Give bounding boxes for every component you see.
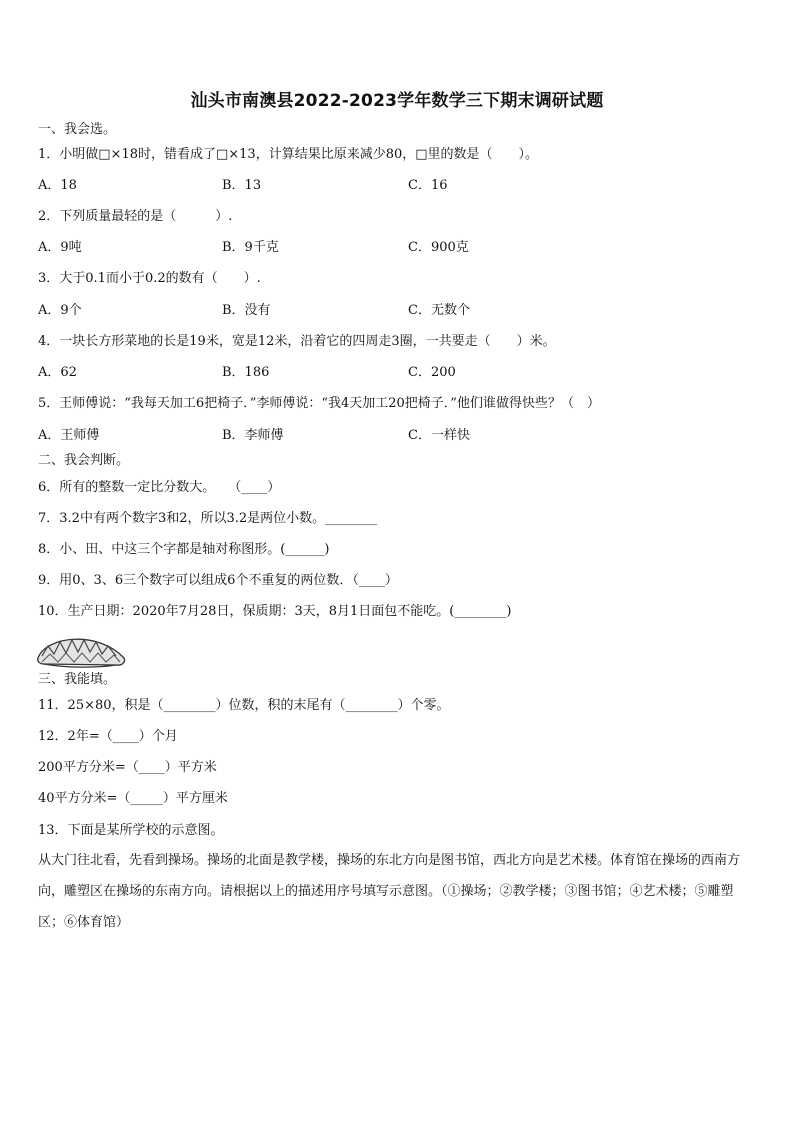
section-heading-fill: 三、我能填。: [38, 672, 117, 687]
question-1: 1．小明做□×18时，错看成了□×13，计算结果比原来减少80，□里的数是（ ）。: [38, 147, 539, 162]
question-11: 11．25×80，积是（________）位数，积的末尾有（________）个零。: [38, 698, 450, 713]
question-13: 13．下面是某所学校的示意图。: [38, 823, 224, 838]
section-heading-choose: 一、我会选。: [38, 122, 117, 137]
question-9: 9．用0、3、6三个数字可以组成6个不重复的两位数．（____）: [38, 573, 398, 588]
question-10: 10．生产日期：2020年7月28日，保质期：3天，8月1日面包不能吃。(________): [38, 604, 512, 619]
question-5: 5．王师傅说：“我每天加工6把椅子．”李师傅说：“我4天加工20把椅子．”他们谁做得快些？（ ）: [38, 396, 600, 411]
q3-option-b: B．没有: [222, 303, 271, 318]
question-8: 8．小、田、中这三个字都是轴对称图形。(______): [38, 542, 330, 557]
q4-option-a: A．62: [38, 365, 77, 380]
q5-option-c: C．一样快: [408, 428, 470, 443]
q1-option-b: B．13: [222, 178, 262, 193]
q2-option-a: A．9吨: [38, 240, 82, 255]
page-title: 汕头市南澳县2022-2023学年数学三下期末调研试题: [190, 91, 604, 111]
question-4: 4．一块长方形菜地的长是19米，宽是12米，沿着它的四周走3圈，一共要走（ ）米。: [38, 334, 556, 349]
question-12-part-2: 200平方分米=（____）平方米: [38, 760, 217, 775]
question-6: 6．所有的整数一定比分数大。 （____）: [38, 480, 281, 495]
question-2: 2．下列质量最轻的是（ ）.: [38, 209, 233, 224]
question-12-part-3: 40平方分米=（_____）平方厘米: [38, 791, 228, 806]
q4-option-b: B．186: [222, 365, 270, 380]
q4-option-c: C．200: [408, 365, 456, 380]
question-7: 7．3.2中有两个数字3和2，所以3.2是两位小数。________: [38, 511, 378, 526]
bread-image: [36, 632, 128, 670]
q3-option-c: C．无数个: [408, 303, 470, 318]
q1-option-c: C．16: [408, 178, 448, 193]
q5-option-b: B．李师傅: [222, 428, 284, 443]
question-3: 3．大于0.1而小于0.2的数有（ ）.: [38, 271, 261, 286]
q1-option-a: A．18: [38, 178, 77, 193]
q5-option-a: A．王师傅: [38, 428, 100, 443]
question-12-part-1: 12．2年=（____）个月: [38, 729, 178, 744]
q2-option-c: C．900克: [408, 240, 469, 255]
question-13-description: 从大门往北看，先看到操场。操场的北面是教学楼，操场的东北方向是图书馆，西北方向是艺术楼。体育馆在操场的西南方向，雕塑区在操场的东南方向。请根据以上的描述用序号填写示意图。（①操场；②教学楼；③图书馆；④艺术楼；⑤雕塑区；⑥体育馆）: [38, 853, 741, 930]
q3-option-a: A．9个: [38, 303, 82, 318]
section-heading-judge: 二、我会判断。: [38, 453, 130, 468]
q2-option-b: B．9千克: [222, 240, 279, 255]
